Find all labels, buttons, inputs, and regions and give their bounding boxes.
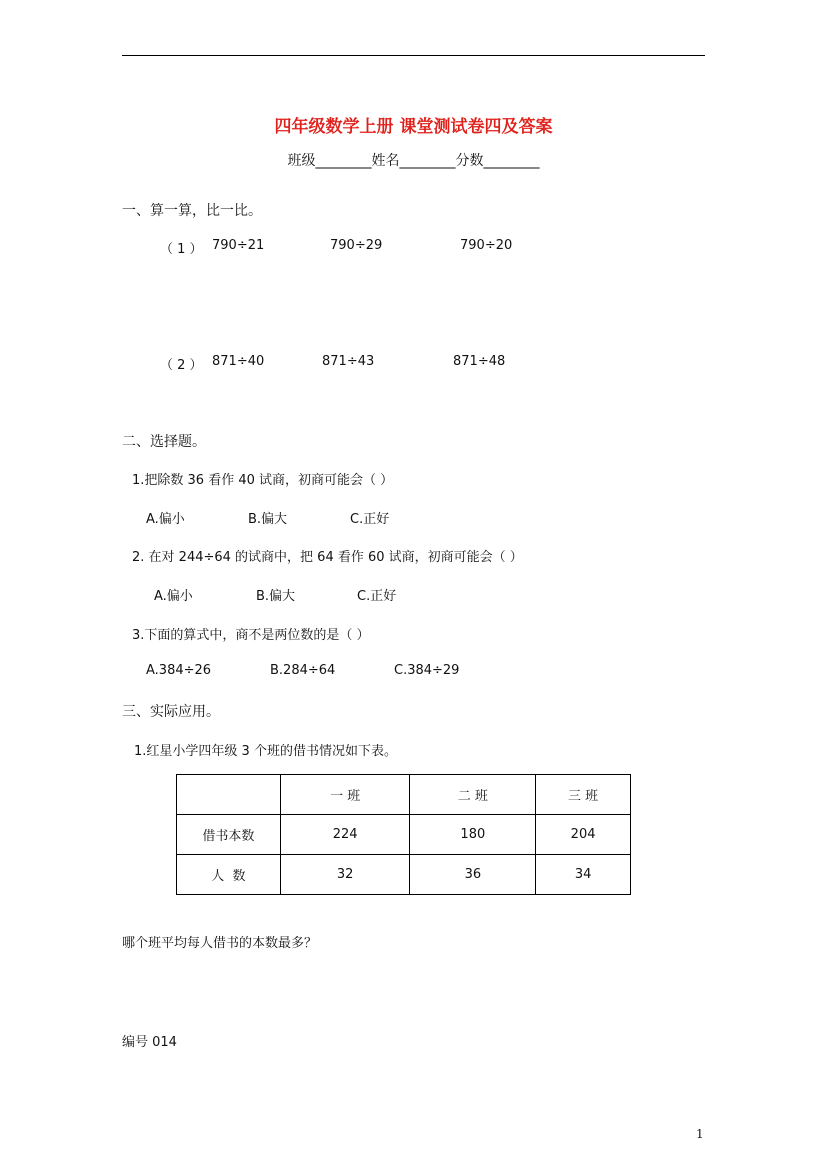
question-1-text: 1.把除数 36 看作 40 试商，初商可能会（ ）: [132, 473, 394, 488]
header-rule: [122, 55, 705, 56]
question-3-text: 3.下面的算式中，商不是两位数的是（ ）: [132, 628, 370, 643]
table-cell: 204: [536, 815, 631, 855]
section2-heading: 二、选择题。: [122, 434, 206, 450]
table-cell: 32: [280, 855, 410, 895]
section1-row1-item3: 790÷20: [460, 238, 513, 253]
table-header-cell: 二 班: [410, 775, 536, 815]
section1-row2-item1: 871÷40: [212, 354, 265, 369]
table-cell: 36: [410, 855, 536, 895]
question-3-option-a: A.384÷26: [146, 663, 212, 678]
question-2-option-c: C.正好: [357, 589, 397, 604]
section3-question: 1.红星小学四年级 3 个班的借书情况如下表。: [134, 744, 397, 759]
table-cell: 人 数: [177, 855, 281, 895]
question-1-option-b: B.偏大: [248, 512, 288, 527]
question-3-option-b: B.284÷64: [270, 663, 336, 678]
question-1-option-a: A.偏小: [146, 512, 185, 527]
section1-row1-label: （ 1 ）: [160, 242, 203, 257]
student-info-line: 班级________姓名________分数________: [287, 153, 540, 169]
table-cell: 224: [280, 815, 410, 855]
section1-row2-item3: 871÷48: [453, 354, 506, 369]
question-1-option-c: C.正好: [350, 512, 390, 527]
table-cell: 180: [410, 815, 536, 855]
table-row: [177, 815, 631, 855]
section3-heading: 三、实际应用。: [122, 704, 220, 720]
section1-heading: 一、算一算，比一比。: [122, 203, 262, 219]
section1-row2-label: （ 2 ）: [160, 358, 203, 373]
table-cell: 34: [536, 855, 631, 895]
question-2-option-a: A.偏小: [154, 589, 193, 604]
section1-row1-item1: 790÷21: [212, 238, 265, 253]
question-3-option-c: C.384÷29: [394, 663, 460, 678]
question-2-text: 2. 在对 244÷64 的试商中，把 64 看作 60 试商，初商可能会（ ）: [132, 550, 523, 565]
question-2-option-b: B.偏大: [256, 589, 296, 604]
page-number: 1: [696, 1127, 704, 1141]
table-cell: 借书本数: [177, 815, 281, 855]
table-row: [177, 855, 631, 895]
table-header-cell: 三 班: [536, 775, 631, 815]
document-code: 编号 014: [122, 1035, 177, 1050]
table-header-cell: 一 班: [280, 775, 410, 815]
section3-follow-up: 哪个班平均每人借书的本数最多？: [122, 936, 318, 951]
table-header-cell: [177, 775, 281, 815]
section1-row1-item2: 790÷29: [330, 238, 383, 253]
book-borrowing-table: [176, 774, 631, 895]
section1-row2-item2: 871÷43: [322, 354, 375, 369]
page-title: 四年级数学上册 课堂测试卷四及答案: [274, 117, 553, 137]
table-header-row: [177, 775, 631, 815]
